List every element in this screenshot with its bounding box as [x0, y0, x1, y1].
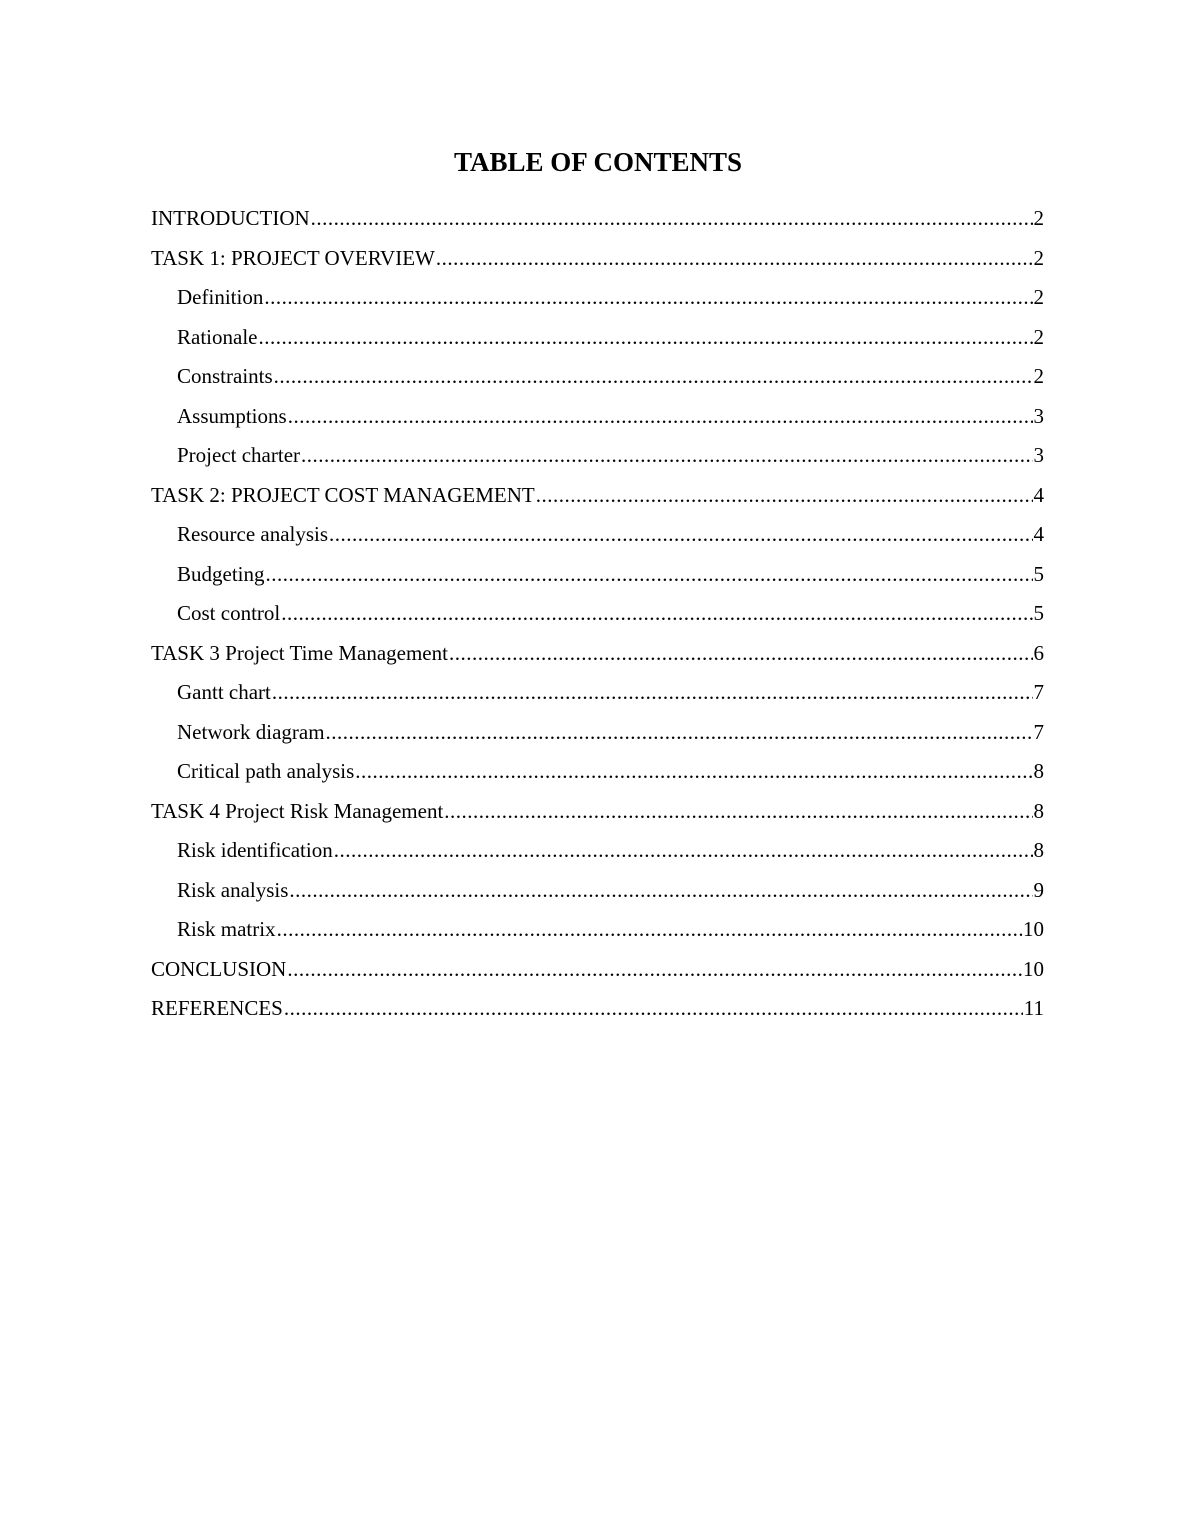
toc-subentry[interactable] — [151, 595, 1044, 635]
toc-entry-label: INTRODUCTION — [151, 206, 310, 230]
toc-subentry[interactable] — [151, 753, 1044, 793]
toc-page-number: 10 — [1023, 917, 1044, 941]
toc-entry[interactable] — [151, 951, 1044, 991]
toc-dot-leader — [274, 358, 1033, 394]
toc-entry-label: Risk analysis — [177, 877, 289, 902]
toc-entry-label: Critical path analysis — [177, 759, 355, 783]
toc-dot-leader — [311, 200, 1033, 236]
toc-subentry[interactable] — [151, 516, 1044, 556]
toc-page-number: 7 — [1033, 680, 1044, 704]
toc-dot-leader — [334, 832, 1033, 868]
toc-page-number: 11 — [1023, 996, 1044, 1020]
toc-dot-leader — [287, 951, 1022, 987]
toc-dot-leader — [301, 437, 1032, 473]
toc-title: TABLE OF CONTENTS — [453, 147, 743, 177]
toc-page-number: 10 — [1023, 956, 1044, 981]
toc-dot-leader — [277, 911, 1022, 947]
toc-entry[interactable] — [151, 477, 1044, 517]
toc-dot-leader — [272, 674, 1033, 710]
toc-entry-label: Network diagram — [177, 719, 325, 744]
toc-dot-leader — [289, 872, 1032, 908]
toc-dot-leader — [436, 240, 1033, 276]
toc-subentry[interactable] — [151, 714, 1044, 754]
toc-entry-label: Risk matrix — [177, 917, 276, 941]
toc-dot-leader — [326, 714, 1033, 750]
toc-entry[interactable] — [151, 240, 1044, 280]
toc-dot-leader — [288, 398, 1033, 434]
toc-entry[interactable] — [151, 200, 1044, 240]
toc-subentry[interactable] — [151, 279, 1044, 319]
toc-subentry[interactable] — [151, 911, 1044, 951]
toc-entry-label: TASK 3 Project Time Management — [151, 640, 448, 665]
toc-page-number: 2 — [1033, 285, 1044, 309]
toc-page-number: 2 — [1033, 206, 1044, 230]
toc-page-number: 2 — [1033, 364, 1044, 388]
toc-entry-label: REFERENCES — [151, 996, 283, 1020]
toc-subentry[interactable] — [151, 556, 1044, 596]
toc-entry-label: Cost control — [177, 601, 281, 625]
toc-page-number: 5 — [1033, 561, 1044, 586]
toc-subentry[interactable] — [151, 832, 1044, 872]
toc-page-number: 3 — [1033, 403, 1044, 428]
toc-page-number: 4 — [1033, 482, 1044, 507]
toc-page-number: 8 — [1033, 798, 1044, 823]
toc-page-number: 5 — [1033, 601, 1044, 625]
toc-dot-leader — [329, 516, 1032, 552]
toc-page-number: 8 — [1033, 838, 1044, 862]
toc-entry-label: Budgeting — [177, 561, 265, 586]
toc-page-number: 6 — [1033, 640, 1044, 665]
toc-entry-label: Gantt chart — [177, 680, 271, 704]
toc-page-number: 2 — [1033, 324, 1044, 349]
toc-dot-leader — [281, 595, 1032, 631]
toc-entry-label: TASK 1: PROJECT OVERVIEW — [151, 245, 435, 270]
toc-list — [151, 200, 1044, 1030]
toc-dot-leader — [258, 319, 1032, 355]
toc-page-number: 4 — [1033, 522, 1044, 546]
toc-page-number: 8 — [1033, 759, 1044, 783]
toc-entry-label: Resource analysis — [177, 522, 329, 546]
toc-dot-leader — [449, 635, 1033, 671]
toc-entry-label: Project charter — [177, 443, 301, 467]
toc-page-number: 3 — [1033, 443, 1044, 467]
toc-entry-label: Risk identification — [177, 838, 333, 862]
toc-entry[interactable] — [151, 990, 1044, 1030]
toc-subentry[interactable] — [151, 398, 1044, 438]
toc-page-number: 7 — [1033, 719, 1044, 744]
toc-entry-label: Constraints — [177, 364, 273, 388]
toc-entry-label: CONCLUSION — [151, 956, 287, 981]
toc-entry[interactable] — [151, 793, 1044, 833]
toc-dot-leader — [536, 477, 1033, 513]
toc-subentry[interactable] — [151, 872, 1044, 912]
toc-dot-leader — [284, 990, 1023, 1026]
toc-entry-label: Rationale — [177, 324, 258, 349]
toc-page-number: 9 — [1033, 877, 1044, 902]
toc-entry[interactable] — [151, 635, 1044, 675]
toc-subentry[interactable] — [151, 437, 1044, 477]
toc-subentry[interactable] — [151, 674, 1044, 714]
toc-entry-label: Assumptions — [177, 403, 287, 428]
toc-entry-label: Definition — [177, 285, 264, 309]
toc-dot-leader — [264, 279, 1032, 315]
toc-subentry[interactable] — [151, 319, 1044, 359]
toc-entry-label: TASK 2: PROJECT COST MANAGEMENT — [151, 482, 535, 507]
toc-page-number: 2 — [1033, 245, 1044, 270]
toc-dot-leader — [444, 793, 1032, 829]
toc-dot-leader — [266, 556, 1033, 592]
toc-dot-leader — [355, 753, 1032, 789]
toc-entry-label: TASK 4 Project Risk Management — [151, 798, 444, 823]
toc-subentry[interactable] — [151, 358, 1044, 398]
